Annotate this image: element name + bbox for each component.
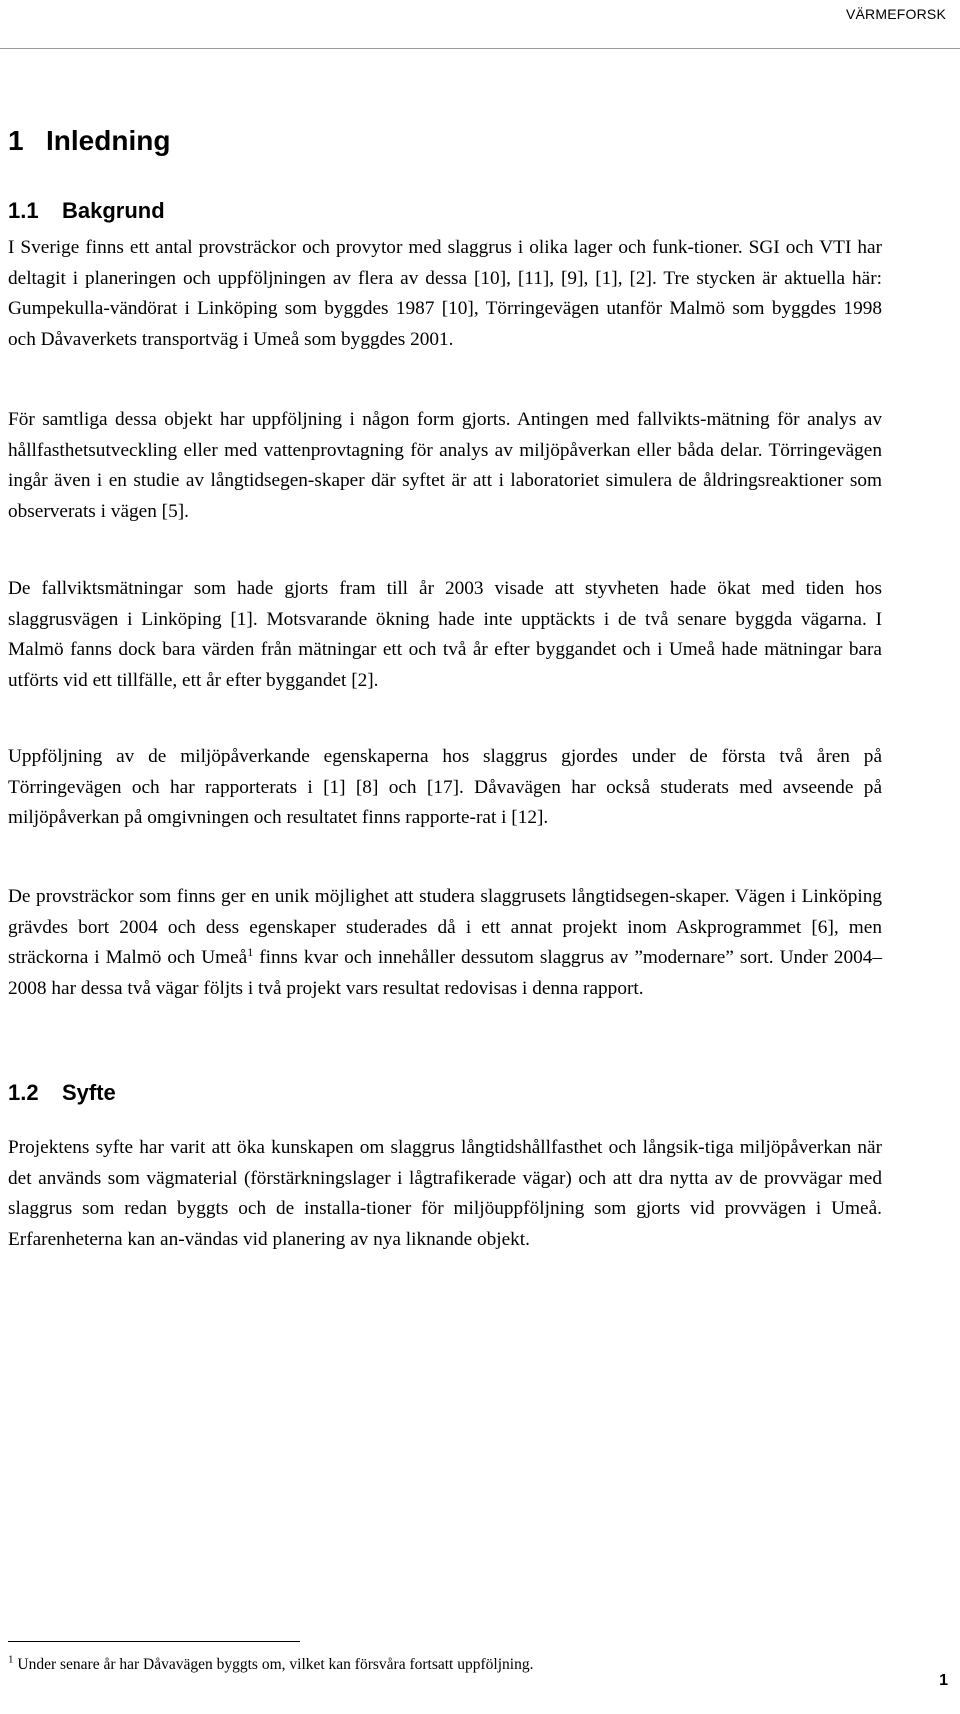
body-paragraph: De fallviktsmätningar som hade gjorts fram till år 2003 visade att styvheten hade ökat med tiden hos slaggrusvägen i Linköping [1]. Motsvarande ökning hade inte upptäckts i de två senare byggda vägarna. I Malmö fanns dock bara värden från mätningar ett och två år efter byggandet och i Umeå hade mätningar bara utförts vid ett tillfälle, ett år efter byggandet [2]. (8, 578, 882, 691)
section-number: 1.1 (8, 198, 39, 223)
body-paragraph: För samtliga dessa objekt har uppföljning i någon form gjorts. Antingen med fallvikts-mätning för analys av hållfasthetsutveckling eller med vattenprovtagning för analys av miljöpåverkan eller båda delar. Törringevägen ingår även i en studie av långtidsegen-skaper där syftet är att i laboratoriet simulera de åldringsreaktioner som observerats i vägen [5]. (8, 409, 882, 522)
section-title: Bakgrund (62, 198, 165, 223)
header-divider (0, 48, 960, 49)
chapter-title: Inledning (46, 125, 171, 156)
running-header: VÄRMEFORSK (845, 6, 946, 22)
footnote-marker: 1 (8, 1653, 14, 1666)
footnote-divider (8, 1641, 300, 1642)
body-paragraph: I Sverige finns ett antal provsträckor och provytor med slaggrus i olika lager och funk-tioner. SGI och VTI har deltagit i planeringen och uppföljningen av flera av dessa [10], [11], [9], [1], [2]. Tre stycken är aktuella här: Gumpekulla-vändörat i Linköping som byggdes 1987 [10], Törringevägen utanför Malmö som byggdes 1998 och Dåvaverkets transportväg i Umeå som byggdes 2001. (8, 237, 882, 350)
footnote-text: Under senare år har Dåvavägen byggts om, vilket kan försvåra fortsatt uppföljning. (17, 1656, 534, 1673)
footnote-reference[interactable]: 1 (247, 944, 254, 959)
chapter-heading (8, 125, 170, 157)
chapter-number: 1 (8, 125, 24, 156)
body-paragraph: Uppföljning av de miljöpåverkande egenskaperna hos slaggrus gjordes under de första två åren på Törringevägen och har rapporterats i [1] [8] och [17]. Dåvavägen har också studerats med avseende på miljöpåverkan på omgivningen och resultatet finns rapporte-rat i [12]. (8, 746, 882, 828)
body-paragraph: Projektens syfte har varit att öka kunskapen om slaggrus långtidshållfasthet och långsik-tiga miljöpåverkan när det används som vägmaterial (förstärkningslager i lågtrafikerade vägar) och att dra nytta av de provvägar med slaggrus som redan byggts och de installa-tioner för miljöuppföljning som gjorts vid provvägen i Umeå. Erfarenheterna kan an-vändas vid planering av nya liknande objekt. (8, 1137, 882, 1250)
page-number: 1 (939, 1672, 948, 1689)
paragraph-text: De provsträckor som finns ger en unik möjlighet att studera slaggrusets långtidsegen-skaper. Vägen i Linköping grävdes bort 2004 och dess egenskaper studerades då i ett annat projekt inom Askprogrammet [6], men sträckorna i Malmö och Umeå (8, 886, 882, 968)
section-number: 1.2 (8, 1080, 39, 1105)
footnote (8, 1653, 534, 1674)
paragraph-text: finns kvar och innehåller dessutom slaggrus av ”modernare” sort. Under 2004–2008 har dessa två vägar följts i två projekt vars resultat redovisas i denna rapport. (8, 947, 883, 999)
section-title: Syfte (62, 1080, 116, 1105)
section-heading-syfte (8, 1080, 116, 1106)
section-heading-bakgrund (8, 198, 165, 224)
body-paragraph (8, 882, 882, 1004)
